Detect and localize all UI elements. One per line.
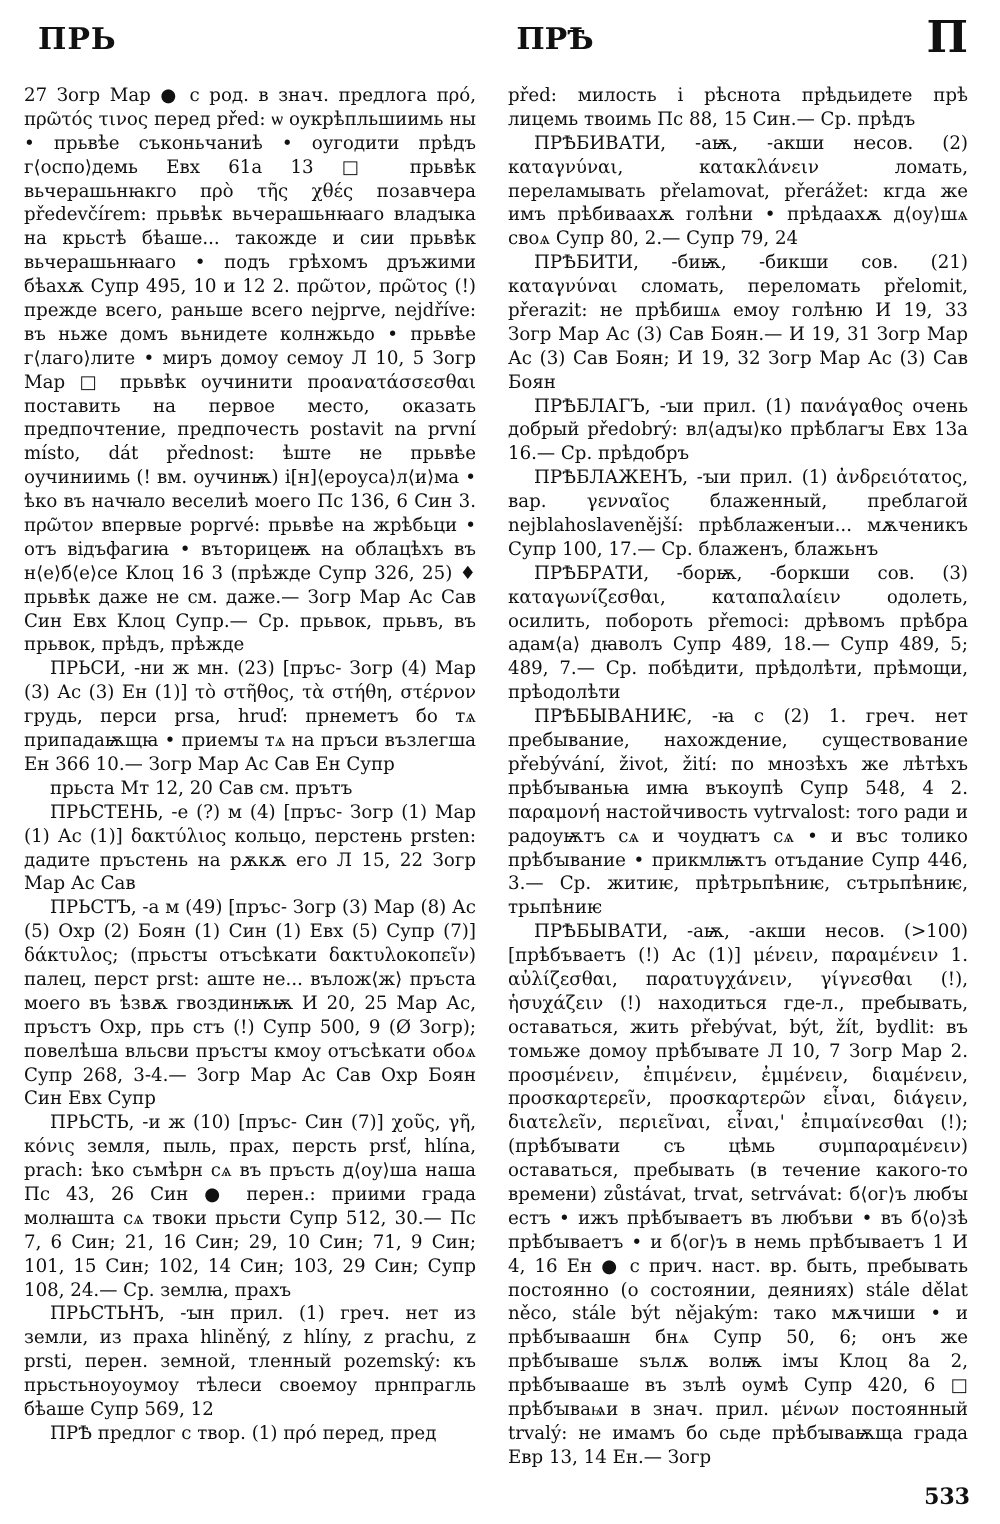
dictionary-entry: ПРѢБЛАГЪ, -ꙑи прил. (1) πανάγαθος очень добрый předobrý: вл⟨адꙑ⟩ко прѣблагꙑ Евх 13а 16.— Ср. прѣдобръ — [508, 395, 968, 465]
dictionary-entry: ПРѢБЛАЖЕНЪ, -ꙑи прил. (1) ἀνδρειότατος, вар. γενναῖος блаженный, преблагой nejblahoslavenější: прѣблаженꙑи... мѫченикъ Супр 100, 17.— Ср. блаженъ, блажьнъ — [508, 467, 968, 560]
right-column — [508, 84, 968, 1470]
dictionary-entry: прьста Мт 12, 20 Сав см. прътъ — [50, 777, 353, 799]
running-head-left: ПРЬ — [38, 22, 117, 57]
left-column — [24, 84, 476, 1446]
dictionary-entry: ПРЬСТЬ, -и ж (10) [пръс- Син (7)] χοῦς, γῆ, κόνις земля, пыль, прах, персть prsť, hlína, prach: ѣко съмѣрн сѧ въ пръсть д⟨оу⟩ша наша Пс 43, 26 Син ● перен.: приими града молꙗшта сѧ твоки прьсти Супр 512, 30.— Пс 7, 6 Син; 21, 16 Син; 29, 10 Син; 71, 9 Син; 101, 15 Син; 102, 14 Син; 103, 29 Син; Супр 108, 24.— Ср. землꙗ, прахъ — [24, 1112, 476, 1301]
dictionary-entry: ПРЬСТЕНЬ, -е (?) м (4) [пръс- Зогр (1) Мар (1) Ас (1)] δακτύλιος кольцо, перстень prsten: дадите пръстень на рѫкѫ его Л 15, 22 Зогр Мар Ас Сав — [24, 801, 476, 895]
page-number: 533 — [924, 1484, 970, 1510]
running-head-center: ПРѢ — [516, 22, 594, 57]
dictionary-entry: před: милость i рѣснота прѣдьидете прѣ лицемь твоимь Пс 88, 15 Син.— Ср. прѣдъ — [508, 85, 968, 130]
dictionary-entry: ПРЬСИ, -ни ж мн. (23) [пръс- Зогр (4) Мар (3) Ас (3) Ен (1)] τὸ στῆθος, τὰ στήθη, στέρνον грудь, перси prsa, hruď: прнеметъ бо тѧ припадаѭщꙗ • приемꙑ тѧ на пръси възлегша Ен 366 10.— Зогр Мар Ас Сав Ен Супр — [24, 658, 476, 775]
dictionary-entry: ПРЬСТЪ, -а м (49) [пръс- Зогр (3) Мар (8) Ас (5) Охр (2) Боян (1) Син (1) Евх (5) Супр (7)] δάκτυλος; (прьстꙑ отъсѣкати δακτυλοκοπεῖν) палец, перст prst: аште не... вълож⟨ж⟩ пръста моего въ ѣзвѫ гвоздинѭѭ И 20, 25 Мар Ас, пръстъ Охр, прь стъ (!) Супр 500, 9 (Ø Зогр); повелѣша вльсви пръстꙑ кмоу отъсѣкати обоѧ Супр 268, 3-4.— Зогр Мар Ас Сав Охр Боян Син Евх Супр — [24, 897, 476, 1110]
dictionary-entry: ПРЬСТЬНЪ, -ꙑн прил. (1) греч. нет из земли, из праха hliněný, z hlíny, z prachu, z prsti, перен. земной, тленный pozemský: къ прьстьноуоумоу тѣлеси своемоу прнпрагль бѣаше Супр 569, 12 — [24, 1303, 476, 1420]
dictionary-entry: ПРѢБРАТИ, -борѭ, -боркши сов. (3) καταγωνίζεσθαι, καταπαλαίειν одолеть, осилить, побороть přemoci: дрѣвомъ прѣбра адам⟨а⟩ дꙗволъ Супр 489, 18.— Супр 489, 5; 489, 7.— Ср. побѣдити, прѣдолѣти, прѣмощи, прѣодолѣти — [508, 562, 968, 704]
dictionary-entry: ПРѢБЫВАТИ, -аѭ, -акши несов. (>100) [прѣбъваетъ (!) Ас (1)] μένειν, παραμένειν 1. αὐλίζεσθαι, παρατυγχάνειν, γίγνεσθαι (!), ἡσυχάζειν (!) находиться где-л., пребывать, оставаться, жить přebývat, být, žít, bydlit: въ томьже домоу прѣбꙑвате Л 10, 7 Зогр Мар 2. προσμένειν, ἐπιμένειν, ἐμμένειν, διαμένειν, προσκαρτερεῖν, προσκαρτερῶν εἶναι, διάγειν, διατελεῖν, περιεῖναι, εἶναι,' ἐπιμαίνεσθαι (!); (прѣбꙑвати съ цѣмь συμπαραμένειν) оставаться, пребывать (в течение какого-то времени) zůstávat, trvat, setrvávat: б⟨ог⟩ъ любꙑ естъ • ижъ прѣбꙑваетъ въ любъви • въ б⟨о⟩зѣ прѣбꙑваетъ • и б⟨ог⟩ъ в немь прѣбꙑваетъ 1 И 4, 16 Ен ● с прич. наст. вр. быть, пребывать постоянно (о состоянии, деяниях) stále dělat něco, stále být nějakým: тако мѫчиши • и прѣбꙑваашн бнѧ Супр 50, 6; онъ же прѣбꙑваше ѕълѫ волѭ iмꙑ Клоц 8а 2, прѣбꙑвааше въ зълѣ оумѣ Супр 420, 6 □ прѣбꙑваѩи в знач. прил. μένων постоянный trvalý: не имамъ бо сьде прѣбꙑваѭща града Евр 13, 14 Ен.— Зогр — [508, 921, 968, 1468]
dictionary-entry: ПРѢБИТИ, -биѭ, -бикши сов. (21) καταγνύναι сломать, переломать přelomit, přerazit: не прѣбишѧ емоу голѣню И 19, 33 Зогр Мар Ас (3) Сав Боян.— И 19, 31 Зогр Мар Ас (3) Сав Боян; И 19, 32 Зогр Мар Ас (3) Сав Боян — [508, 252, 968, 393]
dictionary-entry: 27 Зогр Мар ● с род. в знач. предлога πρό, πρῶτός τινος перед před: ѡ оукрѣпльшиимь ны • прьвѣе съконьчаниѣ • оугодити прѣдъ г⟨оспо⟩демь Евх 61а 13 □ прьвѣк вьчерашьнꙗкго πρὸ τῆς χθές позавчера předevčírem: прьвѣк вьчерашьнꙗаго владꙑка на крьстѣ бѣаше... такожде и сии прьвѣк вьчерашьнꙗаго • подъ грѣхомъ дръжими бѣахѫ Супр 495, 10 и 12 2. πρῶτον, πρῶτος (!) прежде всего, раньше всего nejprve, nejdříve: въ ньже домъ вьнидете колнжьдо • прьвѣе г⟨лаго⟩лите • миръ домоу семоу Л 10, 5 Зогр Мар □ прьвѣк оучинити προανατάσσεσθαι поставить на первое место, оказать предпочтение, предпочесть postavit na první místo, dát přednost: ѣште не прьвѣе оучиниимь (! вм. оучинѭ) i[н]⟨ероуса⟩л⟨и⟩ма • ѣко въ начꙗло веселиѣ моего Пс 136, 6 Син 3. πρῶτον впервые poprvé: прьвѣе на жрѣбьци • отъ вiдъфагиꙗ • въторицеѭ на облацѣхъ въ н⟨е⟩б⟨е⟩се Клоц 16 3 (прѣжде Супр 326, 25) ♦ прьвѣк даже не см. даже.— Зогр Мар Ас Сав Син Евх Клоц Супр.— Ср. прьвок, прьвъ, въ прьвок, прѣдъ, прѣжде — [24, 85, 476, 656]
dictionary-entry: ПРѢБИВАТИ, -аѭ, -акши несов. (2) καταγνύναι, κατακλάνειν ломать, переламывать přelamovat, přerážet: кгда же имъ прѣбиваахѫ голѣни • прѣдаахѫ д⟨оу⟩шѧ своѧ Супр 80, 2.— Супр 79, 24 — [508, 132, 968, 250]
dictionary-entry: ПРѢБЫВАНИѤ, -ꙗ с (2) 1. греч. нет пребывание, нахождение, существование přebývání, život, žití: по мнозѣхъ же лѣтѣхъ прѣбꙑваньꙗ имꙗ въкоупѣ Супр 548, 4 2. παραμονή настойчивость vytrvalost: того ради и радоуѭтъ сѧ и чоудꙗтъ сѧ • и въс толико прѣбꙑвание • прикмлѭтъ отъдание Супр 446, 3.— Ср. житиѥ, прѣтрьпѣниѥ, сътрьпѣниѥ, трьпѣниѥ — [508, 706, 968, 919]
section-letter: П — [926, 12, 968, 63]
dictionary-entry: ПРѢ предлог с твор. (1) πρό перед, пред — [50, 1422, 437, 1444]
